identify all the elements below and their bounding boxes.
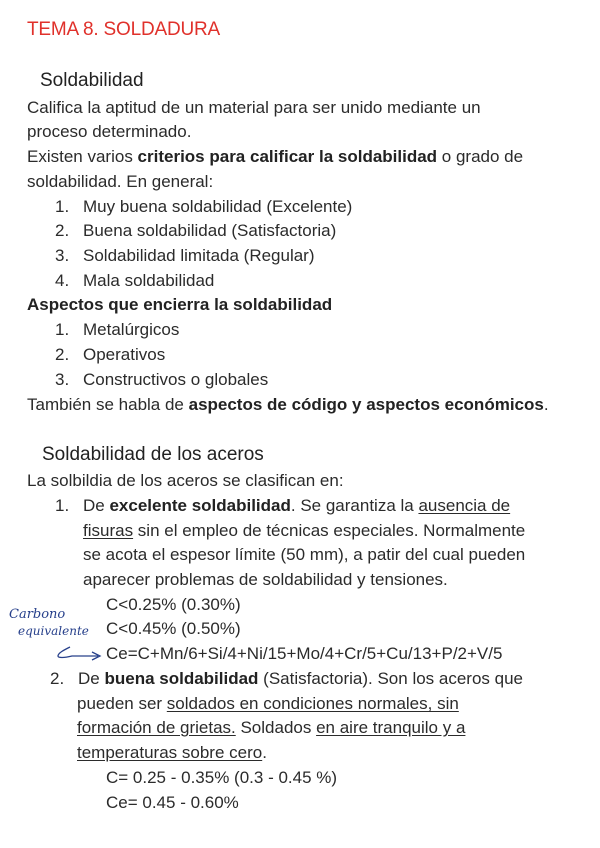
text-span: Soldados	[235, 718, 317, 737]
underlined-text: formación de grietas.	[77, 718, 236, 737]
paragraph-line	[27, 393, 549, 418]
list-item	[55, 343, 165, 368]
text-span: De	[78, 669, 105, 688]
text-span: De	[83, 496, 110, 515]
text-span: sin el empleo de técnicas especiales. Normalmente	[133, 521, 526, 540]
list-number: 2.	[55, 221, 70, 240]
list-item	[55, 195, 352, 220]
text-span: También se habla de	[27, 395, 189, 414]
paragraph-line: aparecer problemas de soldabilidad y tensiones.	[83, 570, 448, 589]
list-number: 3.	[55, 246, 70, 265]
paragraph-line: soldabilidad. En general:	[27, 172, 214, 191]
list-item	[55, 244, 315, 269]
bold-text: buena soldabilidad	[104, 669, 259, 688]
list-text: Buena soldabilidad (Satisfactoria)	[83, 221, 337, 240]
text-span: .	[543, 395, 549, 414]
bold-text: criterios para calificar la soldabilidad	[137, 147, 438, 166]
paragraph-line: Califica la aptitud de un material para ser unido mediante un	[27, 98, 481, 117]
section-heading-soldabilidad: Soldabilidad	[40, 70, 144, 91]
list-number: 2.	[55, 345, 70, 364]
subheading-aspectos: Aspectos que encierra la soldabilidad	[27, 295, 333, 314]
list-text: Mala soldabilidad	[83, 271, 215, 290]
list-number: 2.	[50, 669, 65, 688]
list-text: Muy buena soldabilidad (Excelente)	[83, 197, 353, 216]
text-span: . Se garantiza la	[290, 496, 419, 515]
list-item	[55, 368, 268, 393]
handwritten-note: Carbono	[9, 607, 66, 622]
underlined-text: temperaturas sobre cero	[77, 743, 263, 762]
list-item	[55, 318, 179, 343]
formula-line: Ce= 0.45 - 0.60%	[106, 793, 239, 812]
list-number: 3.	[55, 370, 70, 389]
handwritten-arrow-icon	[52, 646, 108, 666]
page-title: TEMA 8. SOLDADURA	[27, 19, 220, 40]
underlined-text: fisuras	[83, 521, 134, 540]
formula-line: C<0.25% (0.30%)	[106, 595, 241, 614]
list-number: 1.	[55, 496, 70, 515]
paragraph-line	[77, 716, 465, 741]
list-item	[50, 667, 523, 692]
bold-text: excelente soldabilidad	[109, 496, 291, 515]
formula-line: C= 0.25 - 0.35% (0.3 - 0.45 %)	[106, 768, 338, 787]
paragraph-line: La solbildia de los aceros se clasifican en:	[27, 471, 344, 490]
list-item	[55, 219, 336, 244]
underlined-text: en aire tranquilo y a	[316, 718, 466, 737]
list-text: Soldabilidad limitada (Regular)	[83, 246, 315, 265]
paragraph-line	[83, 519, 525, 544]
paragraph-line: se acota el espesor límite (50 mm), a patir del cual pueden	[83, 545, 526, 564]
text-span: (Satisfactoria). Son los aceros que	[258, 669, 524, 688]
formula-line: C<0.45% (0.50%)	[106, 619, 241, 638]
list-number: 1.	[55, 320, 70, 339]
paragraph-line	[77, 692, 459, 717]
list-text: Metalúrgicos	[83, 320, 180, 339]
underlined-text: soldados en condiciones normales, sin	[166, 694, 459, 713]
handwritten-note: equivalente	[18, 624, 89, 638]
list-text: Constructivos o globales	[83, 370, 269, 389]
paragraph-line	[27, 145, 523, 170]
underlined-text: ausencia de	[418, 496, 511, 515]
section-heading-aceros: Soldabilidad de los aceros	[42, 444, 264, 465]
bold-text: aspectos de código y aspectos económicos	[188, 395, 544, 414]
list-number: 4.	[55, 271, 70, 290]
formula-carbono-equivalente: Ce=C+Mn/6+Si/4+Ni/15+Mo/4+Cr/5+Cu/13+P/2+V/5	[106, 644, 503, 663]
text-span: pueden ser	[77, 694, 167, 713]
paragraph-line: proceso determinado.	[27, 122, 192, 141]
list-text: Operativos	[83, 345, 166, 364]
list-number: 1.	[55, 197, 70, 216]
list-item	[55, 269, 214, 294]
text-span: o grado de	[437, 147, 524, 166]
paragraph-line	[77, 741, 267, 766]
list-item	[55, 494, 510, 519]
text-span: .	[262, 743, 267, 762]
text-span: Existen varios	[27, 147, 138, 166]
